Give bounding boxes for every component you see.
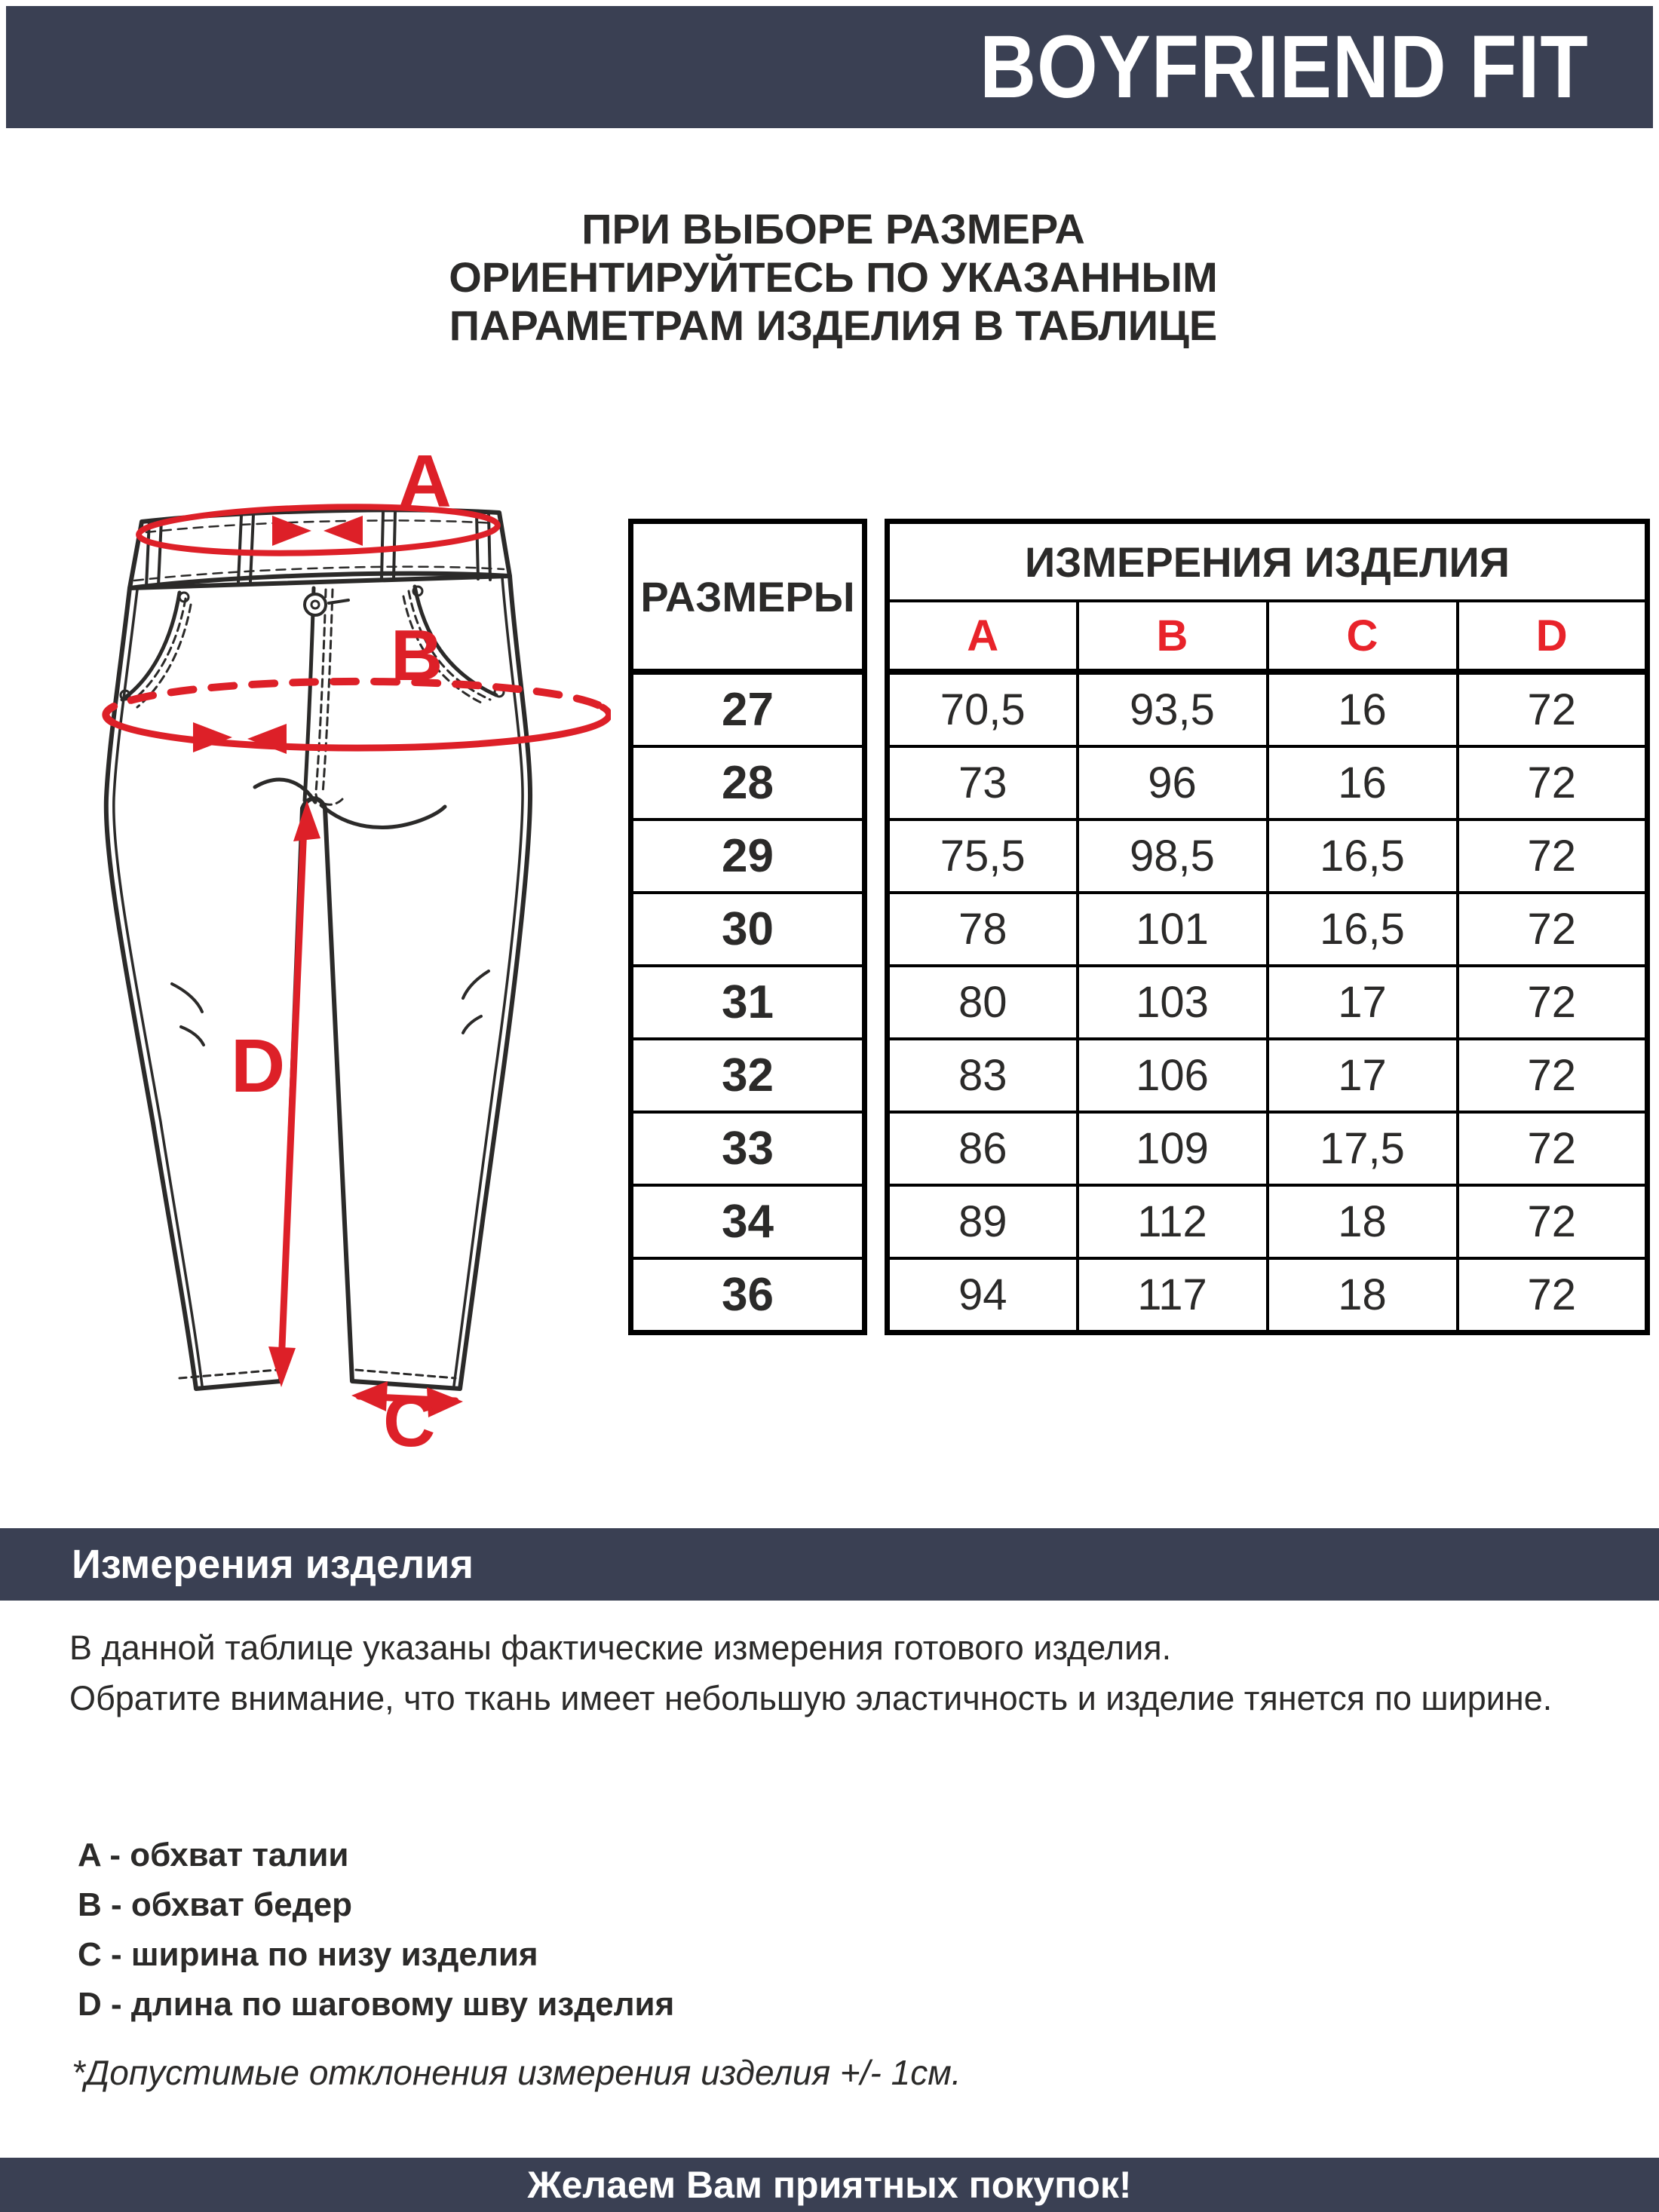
table-row — [888, 746, 1648, 820]
table-row — [631, 1112, 865, 1185]
table-row — [631, 1185, 865, 1258]
value-cell: 16 — [1268, 672, 1458, 746]
value-cell: 89 — [888, 1185, 1078, 1258]
value-cell: 72 — [1458, 966, 1648, 1039]
table-row — [888, 820, 1648, 893]
section-bar — [0, 1528, 1659, 1601]
table-row — [888, 1258, 1648, 1333]
size-cell: 34 — [631, 1185, 865, 1258]
value-cell: 78 — [888, 893, 1078, 966]
size-cell: 29 — [631, 820, 865, 893]
intro-line-3: ПАРАМЕТРАМ ИЗДЕЛИЯ В ТАБЛИЦЕ — [449, 302, 1218, 349]
value-cell: 18 — [1268, 1185, 1458, 1258]
measure-legend — [78, 1831, 674, 2030]
table-row — [888, 672, 1648, 746]
value-cell: 93,5 — [1078, 672, 1268, 746]
description-paragraph-2: Обратите внимание, что ткань имеет небольшую эластичность и изделие тянется по ширине. — [69, 1679, 1553, 1717]
table-row — [631, 966, 865, 1039]
footer-bar — [0, 2158, 1659, 2212]
value-cell: 16 — [1268, 746, 1458, 820]
table-row — [888, 893, 1648, 966]
description-paragraph-1: В данной таблице указаны фактические измерения готового изделия. — [69, 1628, 1172, 1667]
value-cell: 73 — [888, 746, 1078, 820]
page-title: BOYFRIEND FIT — [980, 17, 1589, 117]
value-cell: 17 — [1268, 966, 1458, 1039]
value-cell: 72 — [1458, 1185, 1648, 1258]
column-header-b: B — [1078, 601, 1268, 672]
table-row — [631, 1258, 865, 1333]
value-cell: 16,5 — [1268, 893, 1458, 966]
size-cell: 28 — [631, 746, 865, 820]
table-row — [888, 601, 1648, 672]
legend-item-c: C - ширина по низу изделия — [78, 1936, 538, 1973]
measure-label-b: B — [391, 615, 443, 696]
size-cell: 31 — [631, 966, 865, 1039]
value-cell: 117 — [1078, 1258, 1268, 1333]
value-cell: 72 — [1458, 820, 1648, 893]
jeans-body-outline — [106, 576, 530, 1389]
value-cell: 17 — [1268, 1039, 1458, 1112]
column-header-a: A — [888, 601, 1078, 672]
table-row — [631, 522, 865, 672]
value-cell: 86 — [888, 1112, 1078, 1185]
intro-line-1: ПРИ ВЫБОРЕ РАЗМЕРА — [581, 205, 1085, 253]
size-cell: 33 — [631, 1112, 865, 1185]
value-cell: 72 — [1458, 672, 1648, 746]
value-cell: 112 — [1078, 1185, 1268, 1258]
button — [305, 594, 326, 615]
footer-message: Желаем Вам приятных покупок! — [527, 2164, 1132, 2206]
size-cell: 30 — [631, 893, 865, 966]
value-cell: 72 — [1458, 1112, 1648, 1185]
value-cell: 72 — [1458, 893, 1648, 966]
legend-item-d: D - длина по шаговому шву изделия — [78, 1986, 675, 2023]
column-header-d: D — [1458, 601, 1648, 672]
value-cell: 103 — [1078, 966, 1268, 1039]
value-cell: 16,5 — [1268, 820, 1458, 893]
value-cell: 72 — [1458, 1258, 1648, 1333]
value-cell: 70,5 — [888, 672, 1078, 746]
intro-heading — [422, 205, 1244, 350]
value-cell: 83 — [888, 1039, 1078, 1112]
value-cell: 17,5 — [1268, 1112, 1458, 1185]
measure-label-c: C — [383, 1381, 436, 1455]
table-row — [888, 1039, 1648, 1112]
value-cell: 96 — [1078, 746, 1268, 820]
hem-arrow-left — [351, 1381, 388, 1411]
size-cell: 32 — [631, 1039, 865, 1112]
value-cell: 94 — [888, 1258, 1078, 1333]
table-row — [631, 672, 865, 746]
header-bar — [6, 6, 1653, 128]
table-row — [888, 966, 1648, 1039]
value-cell: 106 — [1078, 1039, 1268, 1112]
size-cell: 36 — [631, 1258, 865, 1333]
table-row — [888, 1112, 1648, 1185]
tolerance-note: *Допустимые отклонения измерения изделия +/- 1см. — [72, 2053, 961, 2092]
measurements-header: ИЗМЕРЕНИЯ ИЗДЕЛИЯ — [888, 522, 1648, 602]
size-cell: 27 — [631, 672, 865, 746]
intro-line-2: ОРИЕНТИРУЙТЕСЬ ПО УКАЗАННЫМ — [449, 253, 1218, 301]
value-cell: 109 — [1078, 1112, 1268, 1185]
measurements-table — [885, 519, 1650, 1335]
sizes-header: РАЗМЕРЫ — [631, 522, 865, 672]
value-cell: 101 — [1078, 893, 1268, 966]
sizes-table — [628, 519, 867, 1335]
description — [69, 1628, 1570, 1729]
table-row — [888, 1185, 1648, 1258]
jeans-technical-drawing — [83, 452, 611, 1455]
value-cell: 98,5 — [1078, 820, 1268, 893]
section-title: Измерения изделия — [72, 1542, 474, 1587]
measure-label-d: D — [231, 1024, 286, 1108]
column-header-c: C — [1268, 601, 1458, 672]
table-row — [631, 893, 865, 966]
value-cell: 72 — [1458, 1039, 1648, 1112]
legend-item-b: B - обхват бедер — [78, 1886, 352, 1923]
value-cell: 72 — [1458, 746, 1648, 820]
table-row — [631, 1039, 865, 1112]
table-row — [631, 746, 865, 820]
table-row — [631, 820, 865, 893]
table-row — [888, 522, 1648, 602]
value-cell: 18 — [1268, 1258, 1458, 1333]
value-cell: 80 — [888, 966, 1078, 1039]
measure-label-a: A — [398, 452, 452, 522]
value-cell: 75,5 — [888, 820, 1078, 893]
legend-item-a: A - обхват талии — [78, 1837, 349, 1873]
